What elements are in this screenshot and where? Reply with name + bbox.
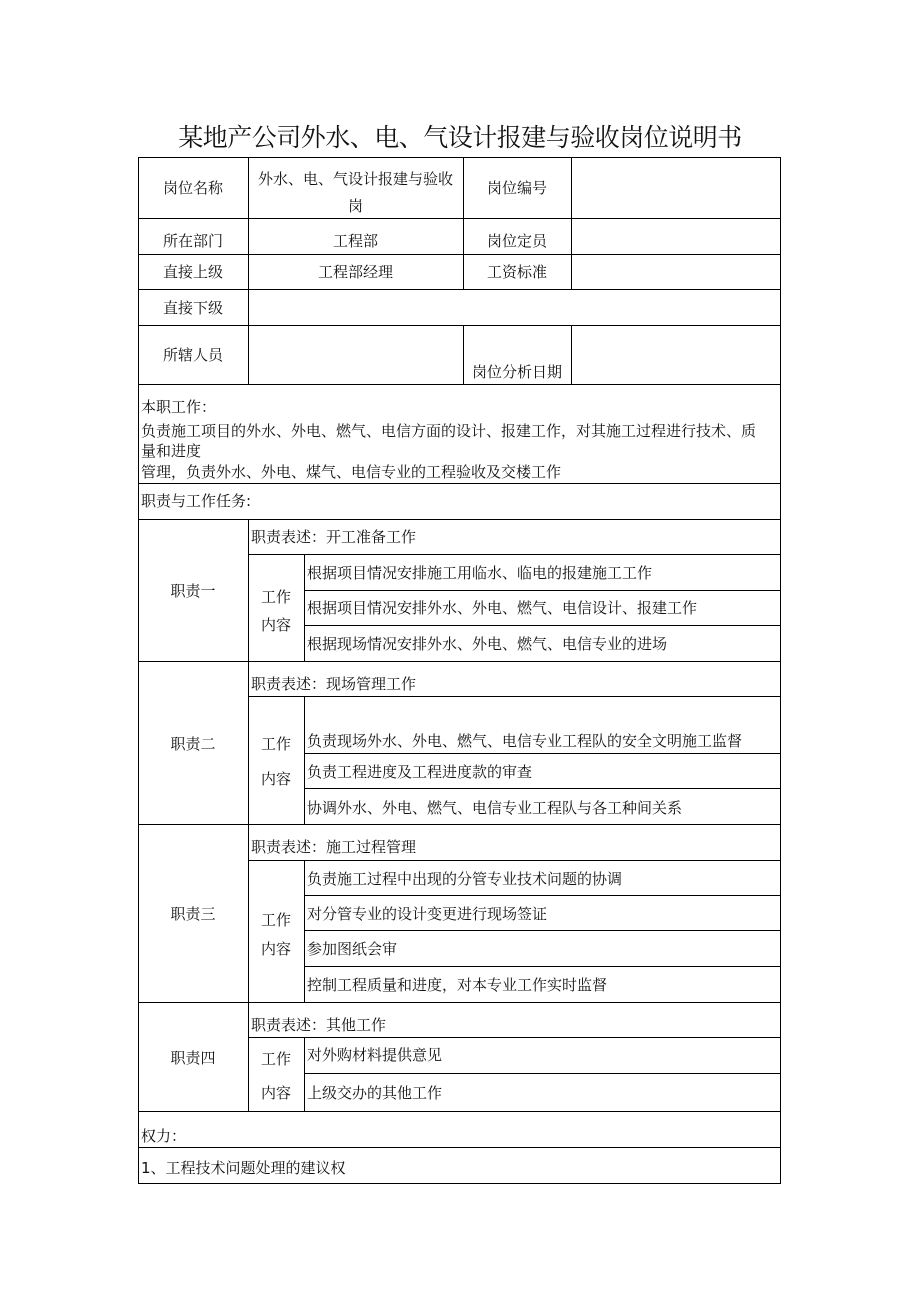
duty-statement: 职责表述：其他工作 xyxy=(251,1016,387,1034)
work-content-label: 工作 xyxy=(260,911,291,929)
duty-name: 职责四 xyxy=(170,1049,216,1067)
duty-task: 上级交办的其他工作 xyxy=(307,1084,443,1102)
work-content-label: 内容 xyxy=(260,1084,291,1102)
work-content-label: 内容 xyxy=(260,770,291,788)
duty-task: 控制工程质量和进度，对本专业工作实时监督 xyxy=(307,976,608,994)
table-rule xyxy=(304,1037,305,1111)
table-rule xyxy=(138,483,781,484)
table-rule xyxy=(138,157,781,158)
authority-label: 权力： xyxy=(141,1127,187,1145)
salary-label: 工资标准 xyxy=(486,263,547,281)
dept-value: 工程部 xyxy=(332,232,378,250)
duty-task: 根据项目情况安排施工用临水、临电的报建施工工作 xyxy=(307,564,653,582)
post-name-value: 外水、电、气设计报建与验收 xyxy=(257,170,453,188)
duty-statement: 职责表述：开工准备工作 xyxy=(251,528,417,546)
work-content-label: 工作 xyxy=(260,735,291,753)
duty-task: 对外购材料提供意见 xyxy=(307,1046,443,1064)
duty-task: 参加图纸会审 xyxy=(307,940,398,958)
document-title: 某地产公司外水、电、气设计报建与验收岗位说明书 xyxy=(178,123,742,152)
duty-task: 协调外水、外电、燃气、电信专业工程队与各工种间关系 xyxy=(307,799,683,817)
table-rule xyxy=(138,384,781,385)
table-rule xyxy=(248,1037,781,1038)
table-rule xyxy=(304,966,781,967)
table-rule xyxy=(571,157,572,289)
post-name-value-cont: 岗 xyxy=(347,197,363,215)
duty-name: 职责二 xyxy=(170,735,216,753)
authority-item: 1、工程技术问题处理的建议权 xyxy=(141,1159,346,1177)
work-content-label: 工作 xyxy=(260,1050,291,1068)
main-work-text: 管理，负责外水、外电、煤气、电信专业的工程验收及交楼工作 xyxy=(141,463,562,481)
main-work-label: 本职工作： xyxy=(141,398,217,416)
work-content-label: 内容 xyxy=(260,616,291,634)
staff-label: 所辖人员 xyxy=(162,346,223,364)
table-rule xyxy=(138,519,781,520)
table-rule xyxy=(138,1147,781,1148)
duty-task: 负责施工过程中出现的分管专业技术问题的协调 xyxy=(307,870,623,888)
analysis-date-label: 岗位分析日期 xyxy=(471,363,562,381)
table-rule xyxy=(138,289,781,290)
table-rule xyxy=(780,157,781,1184)
duty-statement: 职责表述：施工过程管理 xyxy=(251,838,417,856)
duty-task: 对分管专业的设计变更进行现场签证 xyxy=(307,905,548,923)
duty-name: 职责一 xyxy=(170,582,216,600)
duty-task: 根据项目情况安排外水、外电、燃气、电信设计、报建工作 xyxy=(307,599,698,617)
table-rule xyxy=(304,1073,781,1074)
table-rule xyxy=(138,218,781,219)
work-content-label: 工作 xyxy=(260,588,291,606)
main-work-text: 量和进度 xyxy=(141,442,202,460)
post-code-label: 岗位编号 xyxy=(486,179,547,197)
dept-label: 所在部门 xyxy=(162,232,223,250)
table-rule xyxy=(138,254,781,255)
table-rule xyxy=(304,788,781,789)
table-rule xyxy=(138,824,781,825)
duties-label: 职责与工作任务: xyxy=(141,492,252,510)
table-rule xyxy=(304,895,781,896)
table-rule xyxy=(248,696,781,697)
subordinate-label: 直接下级 xyxy=(162,299,223,317)
table-rule xyxy=(138,1183,781,1184)
duty-statement: 职责表述：现场管理工作 xyxy=(251,675,417,693)
quota-label: 岗位定员 xyxy=(486,232,547,250)
main-work-text: 负责施工项目的外水、外电、燃气、电信方面的设计、报建工作，对其施工过程进行技术、质 xyxy=(141,422,757,440)
table-rule xyxy=(304,590,781,591)
superior-label: 直接上级 xyxy=(162,263,223,281)
duty-task: 负责工程进度及工程进度款的审查 xyxy=(307,763,533,781)
table-rule xyxy=(571,325,572,384)
table-rule xyxy=(304,625,781,626)
duty-name: 职责三 xyxy=(170,905,216,923)
table-rule xyxy=(304,860,305,1002)
duty-task: 负责现场外水、外电、燃气、电信专业工程队的安全文明施工监督 xyxy=(307,732,743,750)
table-rule xyxy=(248,860,781,861)
table-rule xyxy=(304,753,781,754)
table-rule xyxy=(138,661,781,662)
work-content-label: 内容 xyxy=(260,940,291,958)
table-rule xyxy=(248,519,249,1111)
table-rule xyxy=(248,554,781,555)
table-rule xyxy=(138,1002,781,1003)
table-rule xyxy=(304,930,781,931)
table-rule xyxy=(138,325,781,326)
table-rule xyxy=(138,1111,781,1112)
post-name-label: 岗位名称 xyxy=(162,179,223,197)
superior-value: 工程部经理 xyxy=(317,263,393,281)
table-rule xyxy=(304,554,305,661)
duty-task: 根据现场情况安排外水、外电、燃气、电信专业的进场 xyxy=(307,635,668,653)
table-rule xyxy=(304,696,305,824)
job-description-table xyxy=(138,157,781,1184)
